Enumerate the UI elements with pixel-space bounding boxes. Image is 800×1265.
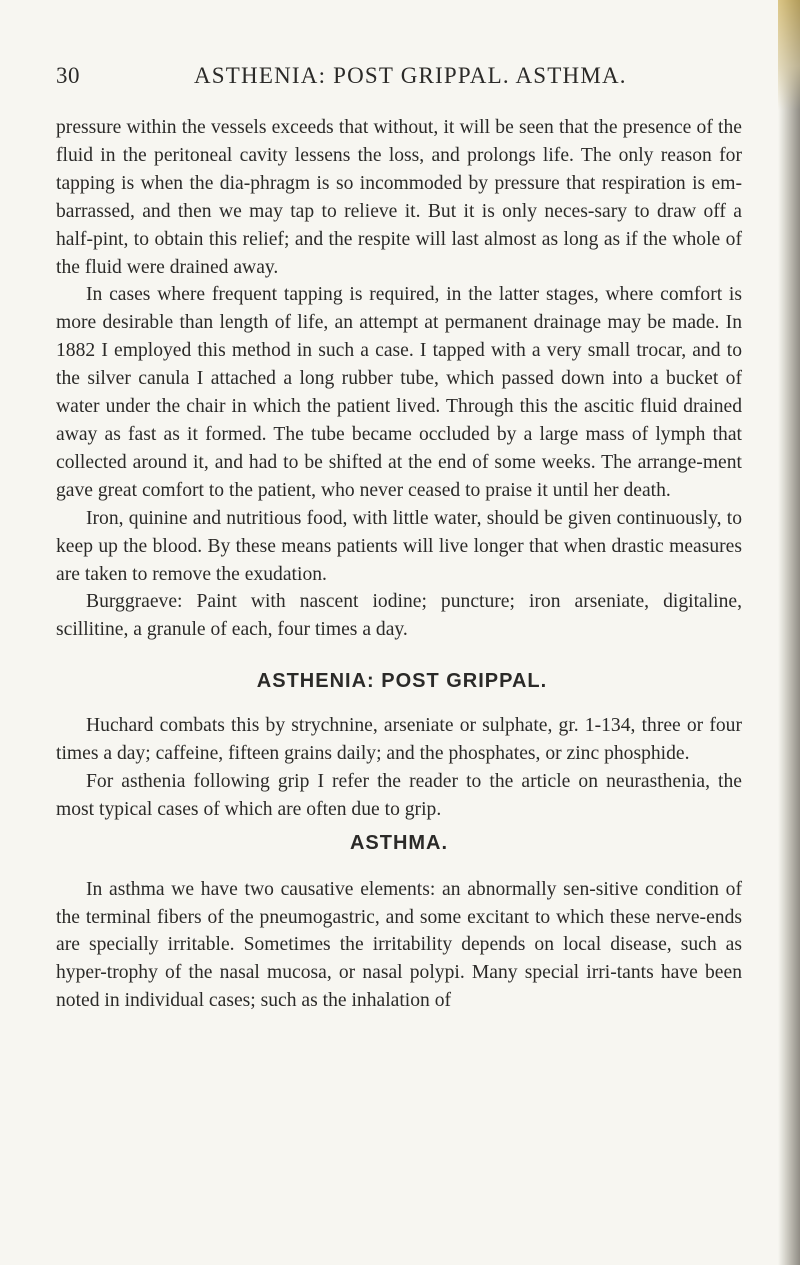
paragraph-asthma-causes: In asthma we have two causative elements: an abnormally sen-sitive condition of the terminal fibers of the pneumogastric, and some excitant to which these nerve-ends are specially irritable. Sometimes the irritability depends on local disease, such as hyper-trophy of the nasal mucosa, or nasal polypi. Many special irri-tants have been noted in individual cases; such as the inhalation of <box>56 878 742 1012</box>
page-number: 30 <box>56 63 80 88</box>
running-head: ASTHENIA: POST GRIPPAL. ASTHMA. <box>194 63 627 88</box>
page-edge-gilt <box>778 0 800 110</box>
paragraph-asthenia-grip: For asthenia following grip I refer the reader to the article on neurasthenia, the most typical cases of which are often due to grip. <box>56 770 742 820</box>
paragraph-huchard: Huchard combats this by strychnine, arseniate or sulphate, gr. 1-134, three or four times a day; caffeine, fifteen grains daily; and the phosphates, or zinc phosphide. <box>56 715 742 765</box>
heading-asthma: ASTHMA. <box>349 831 449 854</box>
page-edge <box>778 0 800 1265</box>
page-header <box>56 63 776 95</box>
paragraph-drainage: In cases where frequent tapping is required, in the latter stages, where comfort is more desirable than length of life, an attempt at permanent drainage may be made. In 1882 I employed this method in such a case. I tapped with a very small trocar, and to the silver canula I attached a long rubber tube, which passed down into a bucket of water under the chair in which the patient lived. Through this the ascitic fluid drained away as fast as it formed. The tube became occluded by a large mass of lymph that collected around it, and had to be shifted at the end of some weeks. The arrange-ment gave great comfort to the patient, who never ceased to praise it until her death. <box>56 284 742 501</box>
heading-asthenia-post-grippal: ASTHENIA: POST GRIPPAL. <box>256 670 548 693</box>
body-text <box>56 114 742 1015</box>
paragraph-iron-quinine: Iron, quinine and nutritious food, with little water, should be given continuously, to keep up the blood. By these means patients will live longer that when drastic measures are taken to remove the exudation. <box>56 507 742 585</box>
paragraph-burggraeve: Burggraeve: Paint with nascent iodine; puncture; iron arseniate, digitaline, scillitine, a granule of each, four times a day. <box>56 591 742 641</box>
paragraph-continuation: pressure within the vessels exceeds that without, it will be seen that the presence of the fluid in the peritoneal cavity lessens the loss, and prolongs life. The only reason for tapping is when the dia-phragm is so incommoded by pressure that respiration is em-barrassed, and then we may tap to relieve it. But it is only neces-sary to draw off a half-pint, to obtain this relief; and the respite will last almost as long as if the whole of the fluid were drained away. <box>56 117 742 278</box>
